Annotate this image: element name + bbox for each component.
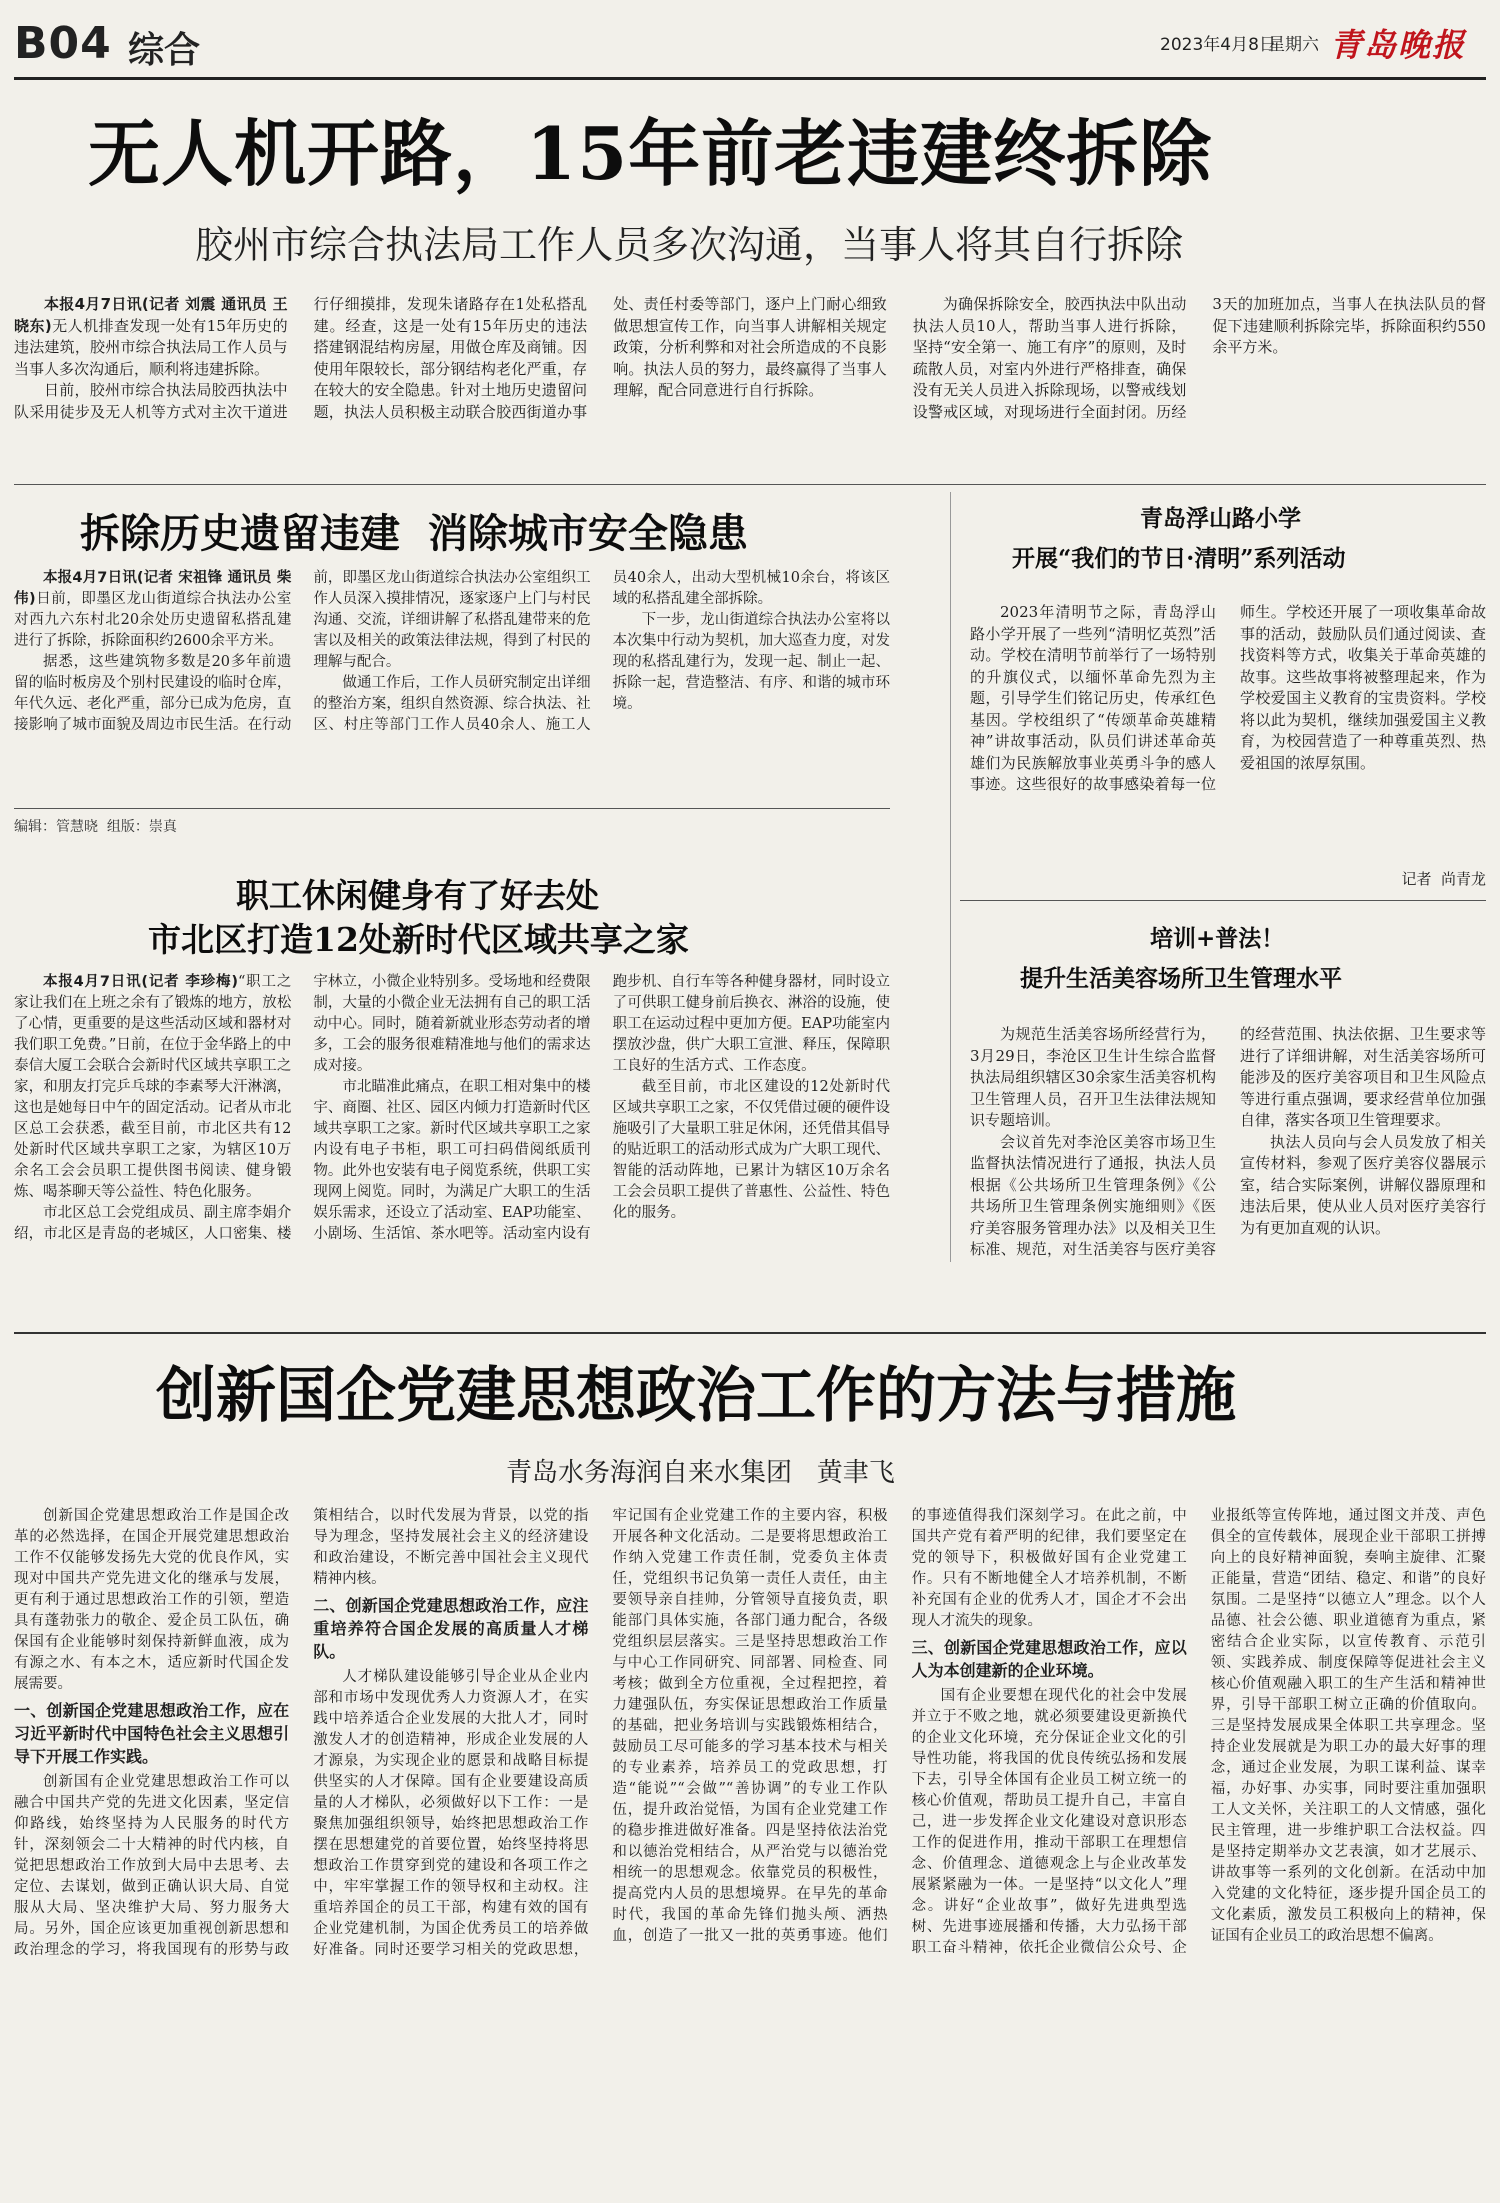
article5-body	[970, 1024, 1486, 1272]
issue-date: 2023年4月8日	[1160, 35, 1276, 55]
article2-paragraph: 做通工作后，工作人员研究制定出详细的整治方案，组织自然资源、综合执法、社区、村庄等部门工作人员40余人、施工人员40余人，出动大型机械10余台，将该区域的私搭乱建全部拆除。	[313, 570, 890, 733]
article4-body: 本报4月7日讯(记者 李珍梅)“职工之家让我们在上班之余有了锻炼的地方，放松了心情，更重要的是这些活动区域和器材对我们职工免费。”日前，在位于金华路上的中泰信大厦工会联合会新时代区域共享职工之家，和朋友打完乒乓球的李素琴大汗淋漓，这也是她每日中午的固定活动。记者从市北区总工会获悉，截至目前，市北区共有12处新时代区域共享职工之家，为辖区10万余名工会会员职工提供图书阅读、健身锻炼、喝茶聊天等公益性、特色化服务。 市北区总工会党组成员、副主席李娟介绍，市北区是青岛的老城区，人口密集、楼宇林立，小微企业特别多。受场地和经费限制，大量的小微企业无法拥有自己的职工活动中心。同时，随着新就业形态劳动者的增多，工会的服务很难精准地与他们的需求达成对接。 市北瞄准此痛点，在职工相对集中的楼宇、商圈、社区、园区内倾力打造新时代区域共享职工之家。新时代区域共享职工之家内设有电子书柜，职工可扫码借阅纸质刊物。此外也安装有电子阅览系统，供职工实现网上阅览。同时，为满足广大职工的生活娱乐需求，还设立了活动室、EAP功能室、小剧场、生活馆、茶水吧等。活动室内设有跑步机、自行车等各种健身器材，同时设立了可供职工健身前后换衣、淋浴的设施，使职工在运动过程中更加方便。EAP功能室内摆放沙盘，供广大职工宣泄、释压，保障职工良好的生活方式、工作态度。 截至目前，市北区建设的12处新时代区域共享职工之家，不仅凭借过硬的硬件设施吸引了大量职工驻足休闲，还凭借其倡导的贴近职工的活动形式成为广大职工现代、智能的活动阵地，已累计为辖区10万余名工会会员职工提供了普惠性、公益性、特色化的服务。	[14, 972, 890, 1318]
divider	[14, 484, 1486, 485]
article3-title: 青岛浮山路小学	[1140, 505, 1301, 532]
article6-paragraph: 人才梯队建设能够引导企业从企业内部和市场中发现优秀人力资源人才，在实践中培养适合企业发展的大批人才，同时激发人才的创造精神，形成企业发展的人才源泉，为实现企业的愿景和战略目标提供坚实的人才保障。国有企业要建设高质量的人才梯队，必须做好以下工作：一是聚焦加强组织领导，始终把思想政治工作摆在思想建党的首要位置，始终坚持将思想政治工作贯穿到党的建设和各项工作之中，牢牢掌握工作的领导权和主动权。注重培养国企的员工干部，构建有效的国有企业党建机制，为国企优秀员工的培养做好准备。同时还要学习相关的党政思想，牢记国有企业党建工作的主要内容，积极开展各种文化活动。二是要将思想政治工作纳入党建工作责任制，党委负主体责任，党组织书记负第一责任人责任，由主要领导亲自挂帅，分管领导直接负责，职能部门具体实施，各部门通力配合，各级党组织层层落实。三是坚持思想政治工作与中心工作同研究、同部署、同检查、同考核；做到全方位重视，全过程把控，着力建强队伍，夯实保证思想政治工作质量的基础，把业务培训与实践锻炼相结合，鼓励员工尽可能多的学习基本技术与相关的专业素养，培养员工的党政思想，打造“能说”“会做”“善协调”的专业工作队伍，提升政治觉悟，为国有企业党建工作的稳步推进做好准备。四是坚持依法治党和以德治党相结合，从严治党与以德治党相统一的思想观念。依靠党员的积极性，提高党内人员的思想境界。在早先的革命时代，我国的革命先锋们抛头颅、洒热血，创造了一批又一批的英勇事迹。他们的事迹值得我们深刻学习。在此之前，中国共产党有着严明的纪律，我们要坚定在党的领导下，积极做好国有企业党建工作。只有不断地健全人才培养机制，不断补充国有企业的优秀人才，国企才不会出现人才流失的现象。	[313, 1508, 1187, 1958]
article6-section-heading: 二、创新国企党建思想政治工作，应注重培养符合国企发展的高质量人才梯队。	[313, 1596, 589, 1661]
editor-credit: 编辑：管慧晓 组版：崇真	[14, 819, 177, 835]
article2-title: 拆除历史遗留违建 消除城市安全隐患	[80, 510, 748, 557]
article6-section-heading: 三、创新国企党建思想政治工作，应以人为本创建新的企业环境。	[911, 1638, 1187, 1680]
article1-subtitle: 胶州市综合执法局工作人员多次沟通，当事人将其自行拆除	[195, 223, 1184, 267]
article2-paragraph: 下一步，龙山街道综合执法办公室将以本次集中行动为契机，加大巡查力度，对发现的私搭乱建行为，发现一起、制止一起、拆除一起，营造整洁、有序、和谐的城市环境。	[612, 612, 890, 712]
article6-body	[14, 1506, 1486, 2196]
article3-paragraph: 2023年清明节之际，青岛浮山路小学开展了一些列“清明忆英烈”活动。学校在清明节前举行了一场特别的升旗仪式，以缅怀革命先烈为主题，引导学生们铭记历史，传承红色基因。学校组织了“传颂革命英雄精神”讲故事活动，队员们讲述革命英雄们为民族解放事业英勇斗争的感人事迹。这些很好的故事感染着每一位师生。学校还开展了一项收集革命故事的活动，鼓励队员们通过阅读、查找资料等方式，收集关于革命英雄的故事。这些故事将被整理起来，作为学校爱国主义教育的宝贵资料。学校将以此为契机，继续加强爱国主义教育，为校园营造了一种尊重英烈、热爱祖国的浓厚氛围。	[970, 603, 1486, 793]
article6-paragraph: 国有企业要想在现代化的社会中发展并立于不败之地，就必须要建设更新换代的企业文化环境，充分保证企业文化的引导性功能，将我国的优良传统弘扬和发展下去，引导全体国有企业员工树立统一的核心价值观，帮助员工提升自己，丰富自己，进一步发挥企业文化建设对意识形态工作的促进作用，推动干部职工在理想信念、价值理念、道德观念上与企业改革发展紧紧融为一体。一是坚持“以文化人”理念。讲好“企业故事”，做好先进典型选树、先进事迹展播和传播，大力弘扬干部职工奋斗精神，依托企业微信公众号、企业报纸等宣传阵地，通过图文并茂、声色俱全的宣传载体，展现企业干部职工拼搏向上的良好精神面貌，奏响主旋律、汇聚正能量，营造“团结、稳定、和谐”的良好氛围。二是坚持“以德立人”理念。以个人品德、社会公德、职业道德育为重点，紧密结合企业实际，以宣传教育、示范引领、实践养成、制度保障等促进社会主义核心价值观融入职工的生产生活和精神世界，引导干部职工树立正确的价值取向。三是坚持发展成果全体职工共享理念。坚持企业发展就是为职工办的最大好事的理念，通过企业发展，为职工谋利益、谋幸福，办好事、办实事，同时要注重加强职工人文关怀，关注职工的人文情感，强化民主管理，进一步维护职工合法权益。四是坚持定期举办文艺表演，如才艺展示、讲故事等一系列的文化创新。在活动中加入党建的文化特征，逐步提升国企员工的文化素质，激发员工积极向上的精神，保证国有企业员工的政治思想不偏离。	[911, 1508, 1486, 1956]
newspaper-logo: 青岛晚报	[1330, 26, 1467, 64]
article1-body: 本报4月7日讯(记者 刘震 通讯员 王晓东)无人机排查发现一处有15年历史的违法建筑，胶州市综合执法局工作人员与当事人多次沟通后，顺利将违建拆除。 日前，胶州市综合执法局胶西执法中队采用徒步及无人机等方式对主次干道进行仔细摸排，发现朱诸路存在1处私搭乱建。经查，这是一处有15年历史的违法搭建钢混结构房屋，用做仓库及商铺。因使用年限较长，部分钢结构老化严重，存在较大的安全隐患。针对土地历史遗留问题，执法人员积极主动联合胶西街道办事处、责任村委等部门，逐户上门耐心细致做思想宣传工作，向当事人讲解相关规定政策，分析利弊和对社会所造成的不良影响。执法人员的努力，最终赢得了当事人理解，配合同意进行自行拆除。 为确保拆除安全，胶西执法中队出动执法人员10人，帮助当事人进行拆除，坚持“安全第一、施工有序”的原则，及时疏散人员，对室内外进行严格排查，确保没有无关人员进入拆除现场，以警戒线划设警戒区域，对现场进行全面封闭。历经3天的加班加点，当事人在执法队员的督促下违建顺利拆除完毕，拆除面积约550余平方米。	[14, 294, 1486, 474]
article1-paragraph: 为确保拆除安全，胶西执法中队出动执法人员10人，帮助当事人进行拆除，坚持“安全第一、施工有序”的原则，及时疏散人员，对室内外进行严格排查，确保没有无关人员进入拆除现场，以警戒线划设警戒区域，对现场进行全面封闭。历经3天的加班加点，当事人在执法队员的督促下违建顺利拆除完毕，拆除面积约550余平方米。	[912, 295, 1486, 421]
article6-paragraph: 创新国企党建思想政治工作是国企改革的必然选择，在国企开展党建思想政治工作不仅能够发扬先大党的优良作风，实现对中国共产党先进文化的继承与发展，更有利于通过思想政治工作的引领，塑造具有蓬勃张力的敬企、爱企员工队伍，确保国有企业能够时刻保持新鲜血液，成为有源之水、有本之木，适应新时代国企发展需要。	[14, 1508, 290, 1692]
article6-author: 青岛水务海润自来水集团 黄聿飞	[506, 1458, 895, 1488]
article5-paragraph: 为规范生活美容场所经营行为，3月29日，李沧区卫生计生综合监督执法局组织辖区30余家生活美容机构卫生管理人员，召开卫生法律法规知识专题培训。	[970, 1025, 1216, 1129]
article2-body: 本报4月7日讯(记者 宋祖锋 通讯员 柴伟)日前，即墨区龙山街道综合执法办公室对西九六东村北20余处历史遗留私搭乱建进行了拆除，拆除面积约2600余平方米。 据悉，这些建筑物多数是20多年前遗留的临时板房及个别村民建设的临时仓库，年代久远、老化严重，部分已成为危房，直接影响了城市面貌及周边市民生活。在行动前，即墨区龙山街道综合执法办公室组织工作人员深入摸排情况，逐家逐户上门与村民沟通、交流，详细讲解了私搭乱建带来的危害以及相关的政策法律法规，得到了村民的理解与配合。 做通工作后，工作人员研究制定出详细的整治方案，组织自然资源、综合执法、社区、村庄等部门工作人员40余人、施工人员40余人，出动大型机械10余台，将该区域的私搭乱建全部拆除。 下一步，龙山街道综合执法办公室将以本次集中行动为契机，加大巡查力度，对发现的私搭乱建行为，发现一起、制止一起、拆除一起，营造整洁、有序、和谐的城市环境。	[14, 568, 890, 782]
page-number: B04	[14, 18, 112, 69]
article3-body	[970, 602, 1486, 866]
article4-paragraph: 市北区总工会党组成员、副主席李娟介绍，市北区是青岛的老城区，人口密集、楼宇林立，小微企业特别多。受场地和经费限制，大量的小微企业无法拥有自己的职工活动中心。同时，随着新就业形态劳动者的增多，工会的服务很难精准地与他们的需求达成对接。	[14, 974, 591, 1242]
issue-weekday: 星期六	[1268, 35, 1319, 55]
article3-reporter: 记者 尚青龙	[1401, 870, 1486, 888]
article1-paragraph: 日前，胶州市综合执法局胶西执法中队采用徒步及无人机等方式对主次干道进行仔细摸排，发现朱诸路存在1处私搭乱建。经查，这是一处有15年历史的违法搭建钢混结构房屋，用做仓库及商铺。因使用年限较长，部分钢结构老化严重，存在较大的安全隐患。针对土地历史遗留问题，执法人员积极主动联合胶西街道办事处、责任村委等部门，逐户上门耐心细致做思想宣传工作，向当事人讲解相关规定政策，分析利弊和对社会所造成的不良影响。执法人员的努力，最终赢得了当事人理解，配合同意进行自行拆除。	[14, 295, 887, 421]
article4-paragraph: 截至目前，市北区建设的12处新时代区域共享职工之家，不仅凭借过硬的硬件设施吸引了大量职工驻足休闲，还凭借其倡导的贴近职工的活动形式成为广大职工现代、智能的活动阵地，已累计为辖区10万余名工会会员职工提供了普惠性、公益性、特色化的服务。	[612, 1079, 890, 1221]
article5-subtitle: 提升生活美容场所卫生管理水平	[1020, 965, 1342, 992]
article2-byline: 本报4月7日讯(记者 宋祖锋 通讯员 柴伟)	[14, 570, 292, 607]
article1-title: 无人机开路，15年前老违建终拆除	[88, 111, 1213, 196]
article4-byline: 本报4月7日讯(记者 李珍梅)	[43, 974, 238, 990]
article5-title: 培训+普法！	[1150, 925, 1285, 952]
article4-paragraph: 市北瞄准此痛点，在职工相对集中的楼宇、商圈、社区、园区内倾力打造新时代区域共享职工之家。新时代区域共享职工之家内设有电子书柜，职工可扫码借阅纸质刊物。此外也安装有电子阅览系统，供职工实现网上阅览。同时，为满足广大职工的生活娱乐需求，还设立了活动室、EAP功能室、小剧场、生活馆、茶水吧等。活动室内设有跑步机、自行车等各种健身器材，同时设立了可供职工健身前后换衣、淋浴的设施，使职工在运动过程中更加方便。EAP功能室内摆放沙盘，供广大职工宣泄、释压，保障职工良好的生活方式、工作态度。	[313, 974, 890, 1242]
article5-paragraph: 执法人员向与会人员发放了相关宣传材料，参观了医疗美容仪器展示室，结合实际案例，讲解仪器原理和违法后果，使从业人员对医疗美容行为有更加直观的认识。	[1240, 1132, 1486, 1237]
article3-subtitle: 开展“我们的节日·清明”系列活动	[1012, 545, 1346, 572]
article6-paragraph: 创新国有企业党建思想政治工作可以融合中国共产党的先进文化因素，坚定信仰路线，始终坚持为人民服务的时代方针，深刻领会二十大精神的时代内核，自觉把思想政治工作放到大局中去思考、去定位、去谋划，做到正确认识大局、自觉服从大局、坚决维护大局、努力服务大局。另外，国企应该更加重视创新思想和政治理念的学习，将我国现有的形势与政策相结合，以时代发展为背景，以党的指导为理念，坚持发展社会主义的经济建设和政治建设，不断完善中国社会主义现代精神内核。	[14, 1508, 589, 1958]
article6-section-heading: 一、创新国企党建思想政治工作，应在习近平新时代中国特色社会主义思想引导下开展工作实践。	[14, 1701, 290, 1766]
divider	[14, 1332, 1486, 1334]
article4-subtitle: 市北区打造12处新时代区域共享之家	[148, 920, 689, 959]
article2-paragraph: 据悉，这些建筑物多数是20多年前遗留的临时板房及个别村民建设的临时仓库，年代久远、老化严重，部分已成为危房，直接影响了城市面貌及周边市民生活。在行动前，即墨区龙山街道综合执法办公室组织工作人员深入摸排情况，逐家逐户上门与村民沟通、交流，详细讲解了私搭乱建带来的危害以及相关的政策法律法规，得到了村民的理解与配合。	[14, 570, 591, 733]
article5-paragraph: 会议首先对李沧区美容市场卫生监督执法情况进行了通报，执法人员根据《公共场所卫生管理条例》《公共场所卫生管理条例实施细则》《医疗美容服务管理办法》以及相关卫生标准、规范，对生活美容与医疗美容的经营范围、执法依据、卫生要求等进行了详细讲解，对生活美容场所可能涉及的医疗美容项目和卫生风险点等进行重点强调，要求经营单位加强自律，落实各项卫生管理要求。	[970, 1025, 1486, 1258]
column-divider	[950, 492, 951, 1262]
divider	[960, 900, 1486, 901]
article4-title: 职工休闲健身有了好去处	[236, 876, 599, 915]
divider	[14, 808, 890, 809]
article1-byline: 本报4月7日讯(记者 刘震 通讯员 王晓东)	[14, 295, 288, 335]
section-name: 综合	[128, 30, 201, 71]
masthead-rule	[14, 77, 1486, 80]
article6-title: 创新国企党建思想政治工作的方法与措施	[156, 1361, 1236, 1431]
